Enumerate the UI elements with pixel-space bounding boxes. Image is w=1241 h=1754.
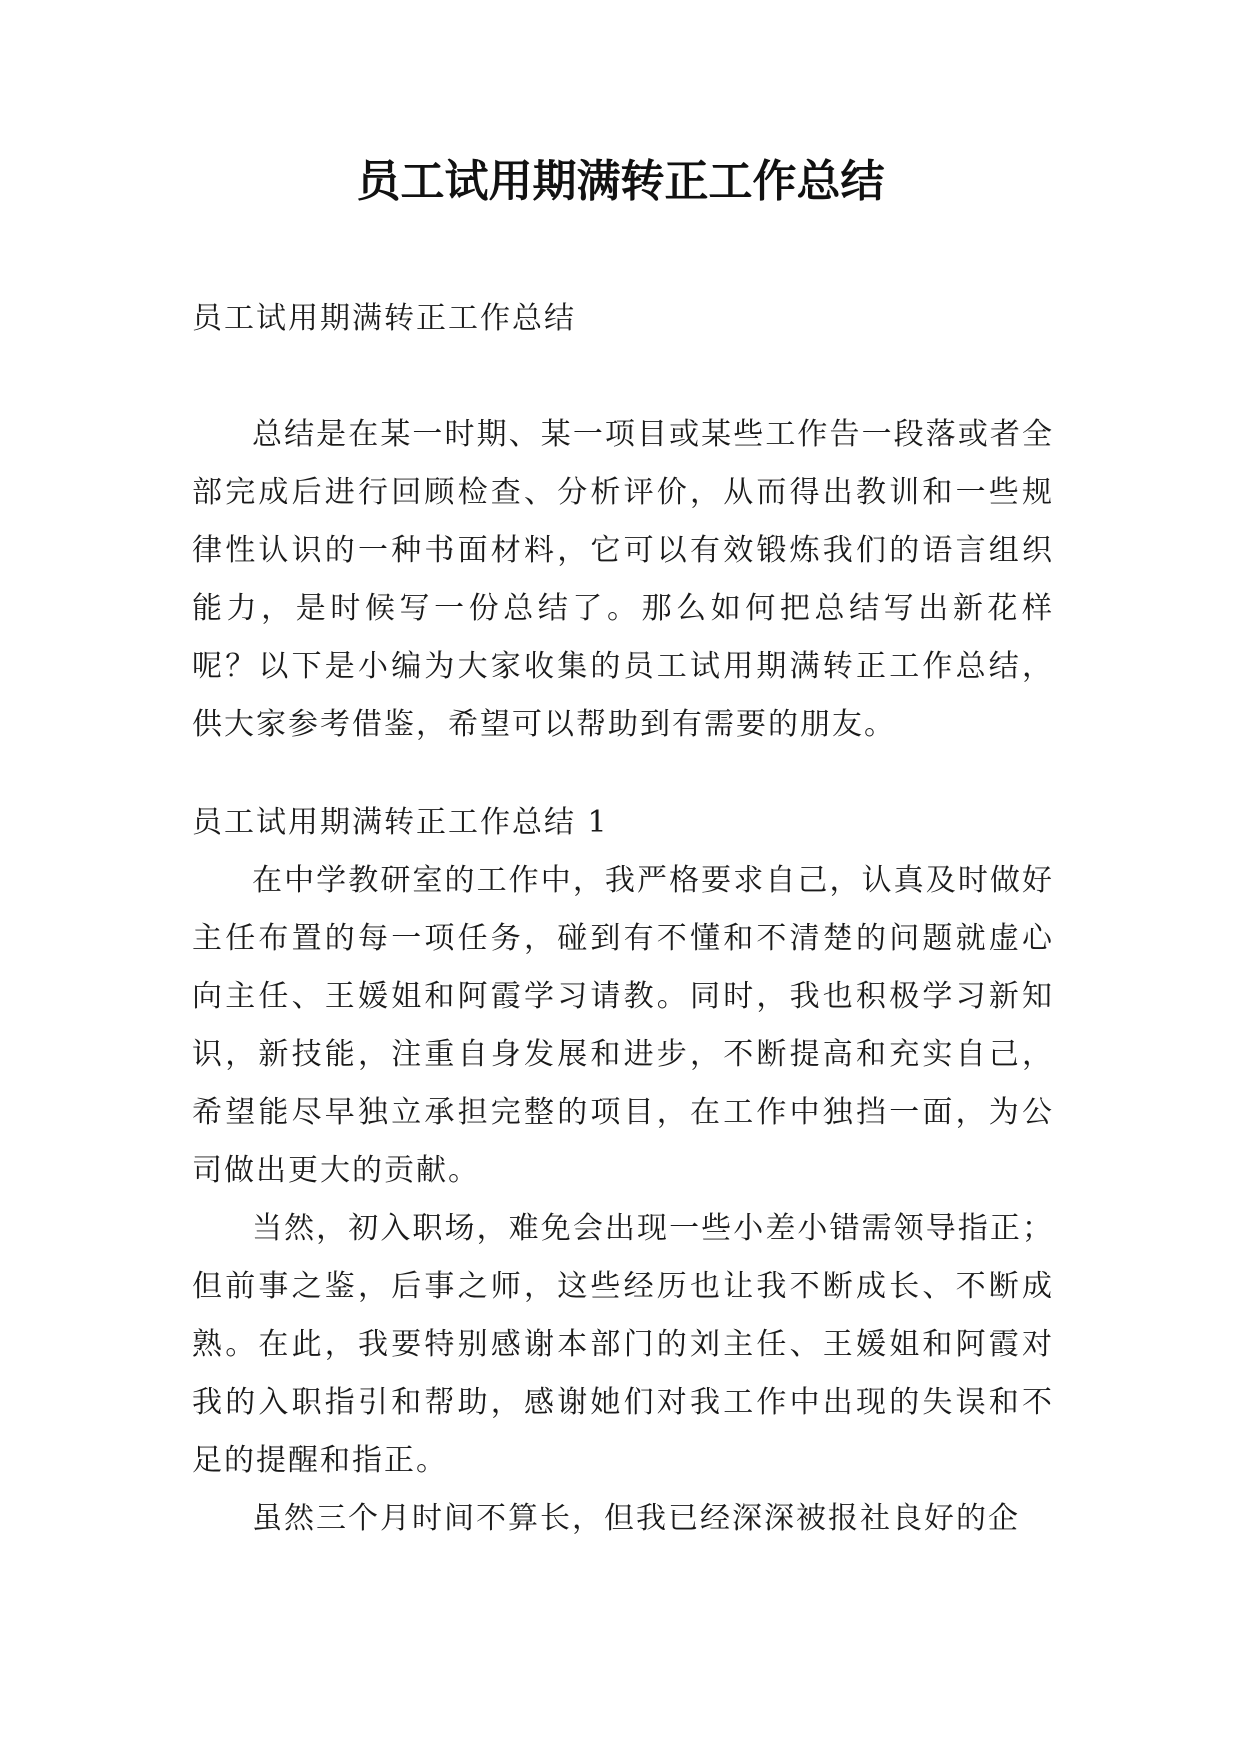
intro-paragraph: 总结是在某一时期、某一项目或某些工作告一段落或者全部完成后进行回顾检查、分析评价，从而得出教训和一些规律性认识的一种书面材料，它可以有效锻炼我们的语言组织能力，是时候写一份总结了。那么如何把总结写出新花样呢？以下是小编为大家收集的员工试用期满转正工作总结，供大家参考借鉴，希望可以帮助到有需要的朋友。	[192, 417, 1054, 742]
document-body	[192, 290, 1054, 1548]
spacer	[192, 348, 1054, 406]
document-title: 员工试用期满转正工作总结	[356, 156, 885, 207]
spacer	[192, 754, 1054, 794]
body-paragraph: 当然，初入职场，难免会出现一些小差小错需领导指正；但前事之鉴，后事之师，这些经历也让我不断成长、不断成熟。在此，我要特别感谢本部门的刘主任、王媛姐和阿霞对我的入职指引和帮助，感谢她们对我工作中出现的失误和不足的提醒和指正。	[192, 1211, 1054, 1478]
body-paragraph: 在中学教研室的工作中，我严格要求自己，认真及时做好主任布置的每一项任务，碰到有不懂和不清楚的问题就虚心向主任、王媛姐和阿霞学习请教。同时，我也积极学习新知识，新技能，注重自身发展和进步，不断提高和充实自己，希望能尽早独立承担完整的项目，在工作中独挡一面，为公司做出更大的贡献。	[192, 863, 1054, 1188]
body-paragraph: 虽然三个月时间不算长，但我已经深深被报社良好的企	[252, 1501, 1020, 1536]
section-heading: 员工试用期满转正工作总结 1	[192, 805, 609, 840]
document-subtitle: 员工试用期满转正工作总结	[192, 301, 576, 336]
